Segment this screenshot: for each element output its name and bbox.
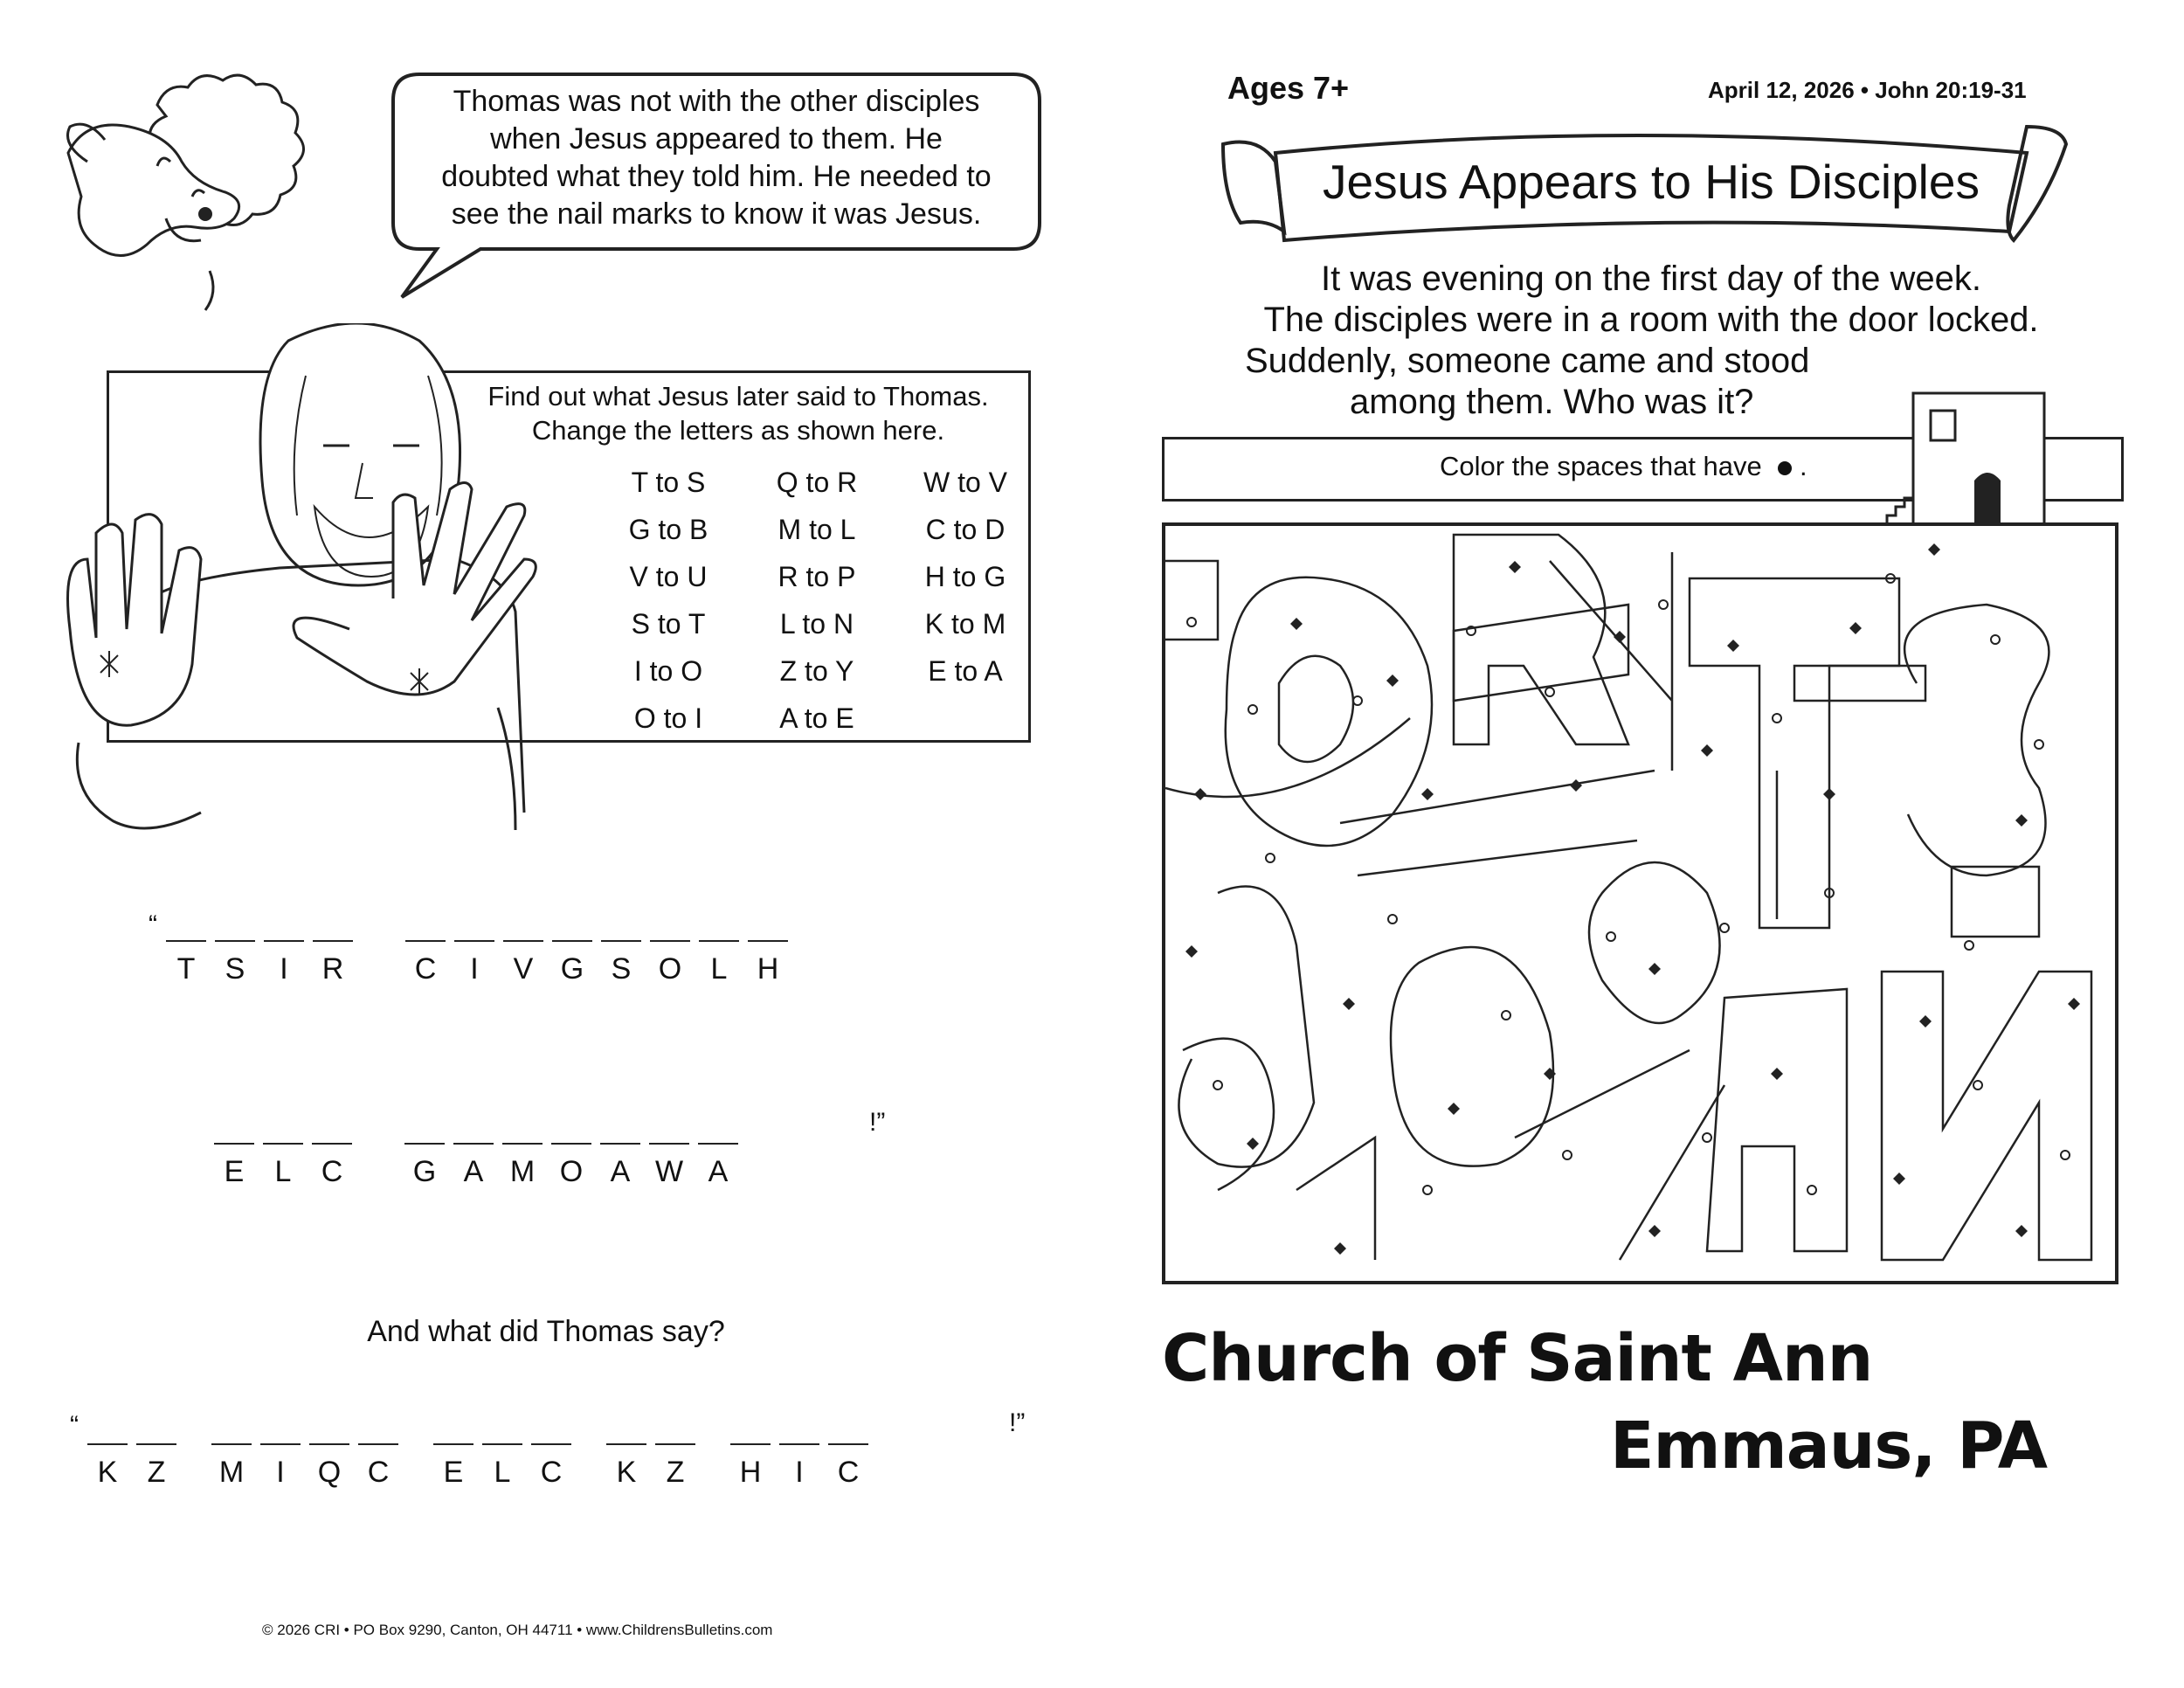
- lamb-illustration: [61, 70, 376, 323]
- answer-blank[interactable]: C: [531, 1456, 571, 1490]
- open-quote: “: [149, 910, 157, 939]
- story-line: Suddenly, someone came and stood: [1245, 342, 1810, 380]
- answer-blank[interactable]: M: [502, 1155, 543, 1189]
- code-item: R to P: [778, 561, 856, 592]
- answer-blank[interactable]: Q: [309, 1456, 349, 1490]
- open-quote: “: [70, 1411, 79, 1440]
- answer-blank[interactable]: S: [215, 952, 255, 986]
- code-item: L to N: [779, 608, 854, 640]
- dot-icon: [1778, 461, 1792, 475]
- church-name: Church of Saint Ann: [1162, 1321, 1873, 1396]
- color-instruction-text: Color the spaces that have: [1440, 451, 1762, 481]
- answer-blank[interactable]: A: [698, 1155, 738, 1189]
- answer-blank[interactable]: C: [828, 1456, 868, 1490]
- church-city: Emmaus, PA: [1610, 1408, 2048, 1484]
- code-item: H to G: [924, 561, 1006, 592]
- letter-code-grid: [594, 459, 1031, 742]
- thomas-question: And what did Thomas say?: [367, 1315, 725, 1348]
- ages-label: Ages 7+: [1227, 70, 1350, 106]
- answer-blank[interactable]: C: [358, 1456, 398, 1490]
- code-item: O to I: [633, 702, 703, 734]
- instruction-line: Change the letters as shown here.: [531, 415, 945, 446]
- close-quote: !”: [1009, 1408, 1026, 1437]
- answer-blank[interactable]: G: [552, 952, 592, 986]
- answer-blank[interactable]: I: [454, 952, 494, 986]
- code-item: M to L: [778, 514, 856, 545]
- code-item: V to U: [629, 561, 708, 592]
- code-item: K to M: [924, 608, 1006, 640]
- copyright-footer: © 2026 CRI • PO Box 9290, Canton, OH 44711 • www.ChildrensBulletins.com: [262, 1622, 773, 1638]
- answer-blank[interactable]: I: [260, 1456, 301, 1490]
- answer-blank[interactable]: L: [263, 1155, 303, 1189]
- puzzle-line-1: [166, 952, 797, 986]
- answer-blank[interactable]: Z: [136, 1456, 176, 1490]
- answer-blank[interactable]: M: [211, 1456, 252, 1490]
- puzzle-line-3: [87, 1456, 877, 1490]
- answer-blank[interactable]: H: [748, 952, 788, 986]
- answer-blank[interactable]: W: [649, 1155, 689, 1189]
- instruction-line: Find out what Jesus later said to Thomas.: [487, 381, 989, 412]
- answer-blank[interactable]: V: [503, 952, 543, 986]
- story-line: The disciples were in a room with the door locked.: [1263, 301, 2039, 339]
- close-quote: !”: [869, 1108, 886, 1137]
- answer-blank[interactable]: I: [264, 952, 304, 986]
- code-item: G to B: [628, 514, 708, 545]
- building-illustration: [1878, 376, 2079, 524]
- answer-blank[interactable]: A: [600, 1155, 640, 1189]
- answer-blank[interactable]: G: [404, 1155, 445, 1189]
- period: .: [1800, 451, 1807, 481]
- bubble-line: when Jesus appeared to them. He: [490, 122, 943, 156]
- bubble-line: see the nail marks to know it was Jesus.: [451, 197, 982, 231]
- code-item: I to O: [633, 655, 703, 687]
- bubble-text: [402, 83, 1031, 233]
- answer-blank[interactable]: Z: [655, 1456, 695, 1490]
- answer-blank[interactable]: E: [433, 1456, 473, 1490]
- answer-blank[interactable]: R: [313, 952, 353, 986]
- answer-blank[interactable]: K: [606, 1456, 646, 1490]
- puzzle-line-2: [214, 1155, 747, 1189]
- code-item: W to V: [923, 467, 1007, 498]
- answer-blank[interactable]: H: [730, 1456, 771, 1490]
- page-title: Jesus Appears to His Disciples: [1323, 155, 1980, 209]
- story-line: among them. Who was it?: [1350, 383, 1754, 421]
- color-instruction: [1440, 451, 1807, 482]
- bubble-line: Thomas was not with the other disciples: [453, 85, 980, 118]
- date-reference: April 12, 2026 • John 20:19-31: [1708, 77, 2027, 103]
- answer-blank[interactable]: K: [87, 1456, 128, 1490]
- answer-blank[interactable]: E: [214, 1155, 254, 1189]
- answer-blank[interactable]: C: [312, 1155, 352, 1189]
- code-item: Q to R: [776, 467, 858, 498]
- code-item: A to E: [779, 702, 854, 734]
- answer-blank[interactable]: T: [166, 952, 206, 986]
- code-item: S to T: [631, 608, 706, 640]
- code-item: T to S: [631, 467, 706, 498]
- code-item: E to A: [928, 655, 1003, 687]
- answer-blank[interactable]: A: [453, 1155, 494, 1189]
- instruction-text: [441, 379, 1035, 447]
- code-item: Z to Y: [779, 655, 854, 687]
- answer-blank[interactable]: O: [650, 952, 690, 986]
- answer-blank[interactable]: L: [699, 952, 739, 986]
- code-item: C to D: [925, 514, 1006, 545]
- answer-blank[interactable]: C: [405, 952, 446, 986]
- answer-blank[interactable]: S: [601, 952, 641, 986]
- hidden-picture-puzzle[interactable]: [1165, 526, 2115, 1281]
- bubble-line: doubted what they told him. He needed to: [441, 160, 992, 193]
- story-line: It was evening on the first day of the week.: [1321, 259, 1981, 298]
- answer-blank[interactable]: O: [551, 1155, 591, 1189]
- answer-blank[interactable]: L: [482, 1456, 522, 1490]
- answer-blank[interactable]: I: [779, 1456, 819, 1490]
